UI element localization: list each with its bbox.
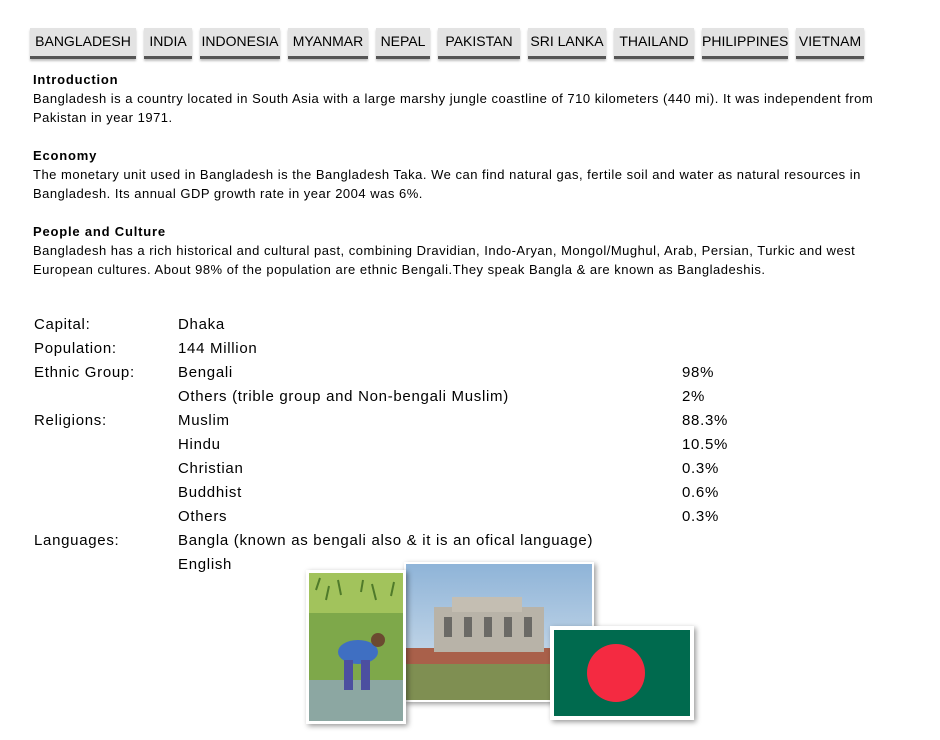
- facts-row-capital: [34, 312, 762, 336]
- religion-name: Christian: [178, 459, 244, 477]
- tab-thailand[interactable]: THAILAND: [614, 28, 694, 59]
- facts-row-ethnic: [34, 360, 762, 384]
- flag-image: [550, 626, 694, 720]
- ethnic-name: Others (trible group and Non-bengali Muslim): [178, 387, 509, 405]
- people-text: Bangladesh has a rich historical and cultural past, combining Dravidian, Indo-Aryan, Mongol/Mughul, Arab, Persian, Turkic and west European cultures. About 98% of the population are ethnic Bengali.They speak Bangla & are known as Bangladeshis.: [33, 243, 856, 277]
- tab-nepal[interactable]: NEPAL: [376, 28, 430, 59]
- religion-pct: 0.3%: [682, 459, 719, 477]
- facts-table: [34, 312, 762, 576]
- people-heading: People and Culture: [33, 224, 166, 239]
- religion-name: Others: [178, 507, 228, 525]
- rice-field-image: [306, 570, 406, 724]
- country-content: [33, 70, 893, 298]
- flag-disc: [587, 644, 645, 702]
- rice-field-photo: [306, 570, 406, 724]
- tab-bangladesh[interactable]: BANGLADESH: [30, 28, 136, 59]
- tab-pakistan[interactable]: PAKISTAN: [438, 28, 520, 59]
- country-tabs: [30, 28, 872, 60]
- intro-heading: Introduction: [33, 72, 119, 87]
- religion-pct: 0.3%: [682, 507, 719, 525]
- religion-pct: 10.5%: [682, 435, 729, 453]
- religion-pct: 0.6%: [682, 483, 719, 501]
- religion-pct: 88.3%: [682, 411, 729, 429]
- capital-label: Capital:: [34, 315, 91, 333]
- facts-row-population: [34, 336, 762, 360]
- population-value: 144 Million: [178, 339, 258, 357]
- population-label: Population:: [34, 339, 117, 357]
- bangladesh-flag: [550, 626, 694, 720]
- religion-name: Hindu: [178, 435, 221, 453]
- tab-indonesia[interactable]: INDONESIA: [200, 28, 280, 59]
- tab-sri-lanka[interactable]: SRI LANKA: [528, 28, 606, 59]
- facts-row-religion: [34, 480, 762, 504]
- language-name: English: [178, 555, 233, 573]
- facts-row-religion: [34, 456, 762, 480]
- economy-text: The monetary unit used in Bangladesh is the Bangladesh Taka. We can find natural gas, fertile soil and water as natural resources in Bangladesh. Its annual GDP growth rate in year 2004 was 6%.: [33, 167, 861, 201]
- languages-label: Languages:: [34, 531, 120, 549]
- ethnic-pct: 2%: [682, 387, 706, 405]
- economy-heading: Economy: [33, 148, 98, 163]
- ethnic-label: Ethnic Group:: [34, 363, 135, 381]
- religion-name: Buddhist: [178, 483, 242, 501]
- facts-row-religion: [34, 504, 762, 528]
- facts-row-religion: [34, 408, 762, 432]
- facts-row-language: [34, 528, 762, 552]
- capital-value: Dhaka: [178, 315, 225, 333]
- tab-philippines[interactable]: PHILIPPINES: [702, 28, 788, 59]
- facts-row-ethnic: [34, 384, 762, 408]
- language-name: Bangla (known as bengali also & it is an ofical language): [178, 531, 594, 549]
- photo-collage: [300, 560, 700, 732]
- facts-row-religion: [34, 432, 762, 456]
- religion-name: Muslim: [178, 411, 230, 429]
- ethnic-pct: 98%: [682, 363, 715, 381]
- ethnic-name: Bengali: [178, 363, 233, 381]
- intro-text: Bangladesh is a country located in South Asia with a large marshy jungle coastline of 710 kilometers (440 mi). It was independent from Pakistan in year 1971.: [33, 91, 874, 125]
- religions-label: Religions:: [34, 411, 107, 429]
- tab-vietnam[interactable]: VIETNAM: [796, 28, 864, 59]
- tab-india[interactable]: INDIA: [144, 28, 192, 59]
- tab-myanmar[interactable]: MYANMAR: [288, 28, 368, 59]
